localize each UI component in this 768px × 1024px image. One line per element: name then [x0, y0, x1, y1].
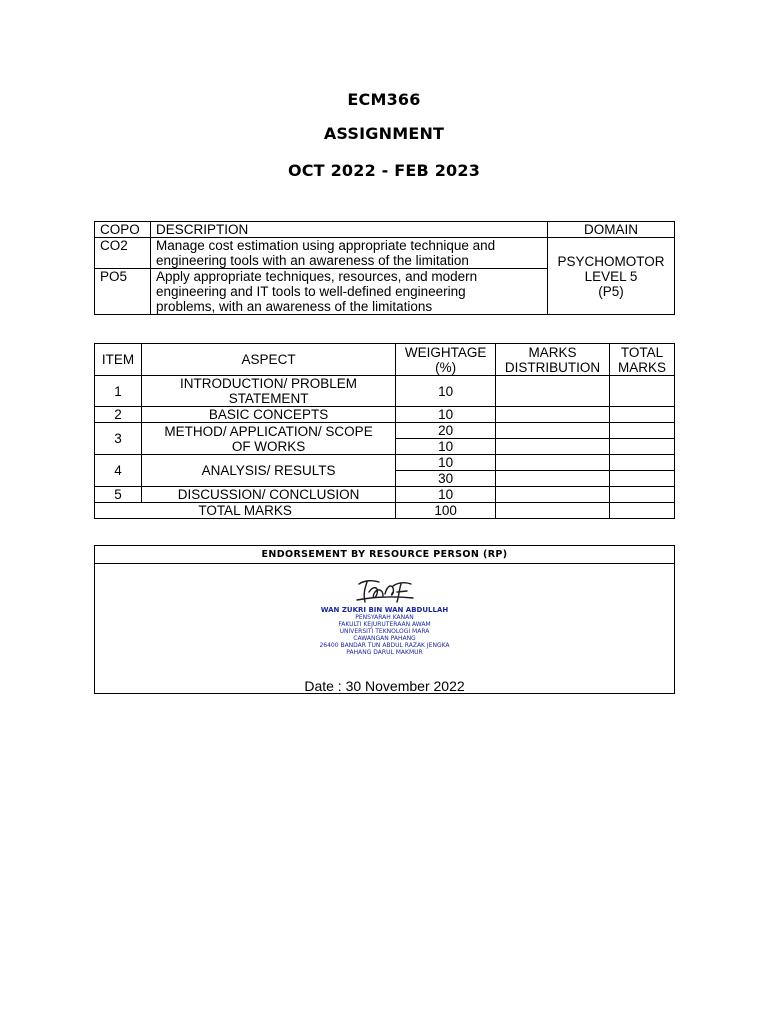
total-header-line: TOTAL: [620, 344, 664, 360]
weightage-header-line: WEIGHTAGE: [404, 344, 487, 360]
weightage-cell: 30: [396, 471, 496, 487]
endorsement-date: Date : 30 November 2022: [304, 678, 465, 694]
description-line: problems, with an awareness of the limitations: [155, 299, 433, 314]
aspect-line: STATEMENT: [228, 391, 309, 406]
copo-description: [150, 238, 547, 269]
session-period: OCT 2022 - FEB 2023: [287, 161, 481, 180]
total-cell: [610, 423, 675, 439]
weightage-cell: 10: [396, 455, 496, 471]
domain-header: DOMAIN: [548, 222, 675, 238]
copo-header: COPO: [95, 222, 151, 238]
distribution-cell: [496, 423, 610, 439]
description-line: Apply appropriate techniques, resources, and modern: [155, 269, 478, 284]
copo-code: PO5: [95, 269, 151, 315]
copo-table: [94, 221, 675, 315]
total-cell: [610, 439, 675, 455]
weightage-cell: 20: [396, 423, 496, 439]
total-cell: [610, 471, 675, 487]
domain-line: LEVEL 5: [584, 268, 638, 284]
weightage-cell: 10: [396, 407, 496, 423]
distribution-header-line: MARKS: [528, 344, 577, 360]
distribution-header-line: DISTRIBUTION: [504, 359, 601, 375]
distribution-cell: [496, 471, 610, 487]
stamp-line: PENSYARAH KANAN: [355, 614, 414, 621]
total-cell: [610, 407, 675, 423]
total-cell: [610, 376, 675, 407]
total-cell: [610, 503, 675, 519]
total-marks-value: 100: [396, 503, 496, 519]
aspect-cell: DISCUSSION/ CONCLUSION: [141, 487, 395, 503]
item-number: 5: [95, 487, 142, 503]
aspect-line: METHOD/ APPLICATION/ SCOPE: [164, 423, 373, 439]
official-stamp: [95, 576, 674, 656]
aspect-cell: [141, 423, 395, 455]
marks-table: [94, 343, 675, 519]
distribution-cell: [496, 487, 610, 503]
distribution-cell: [496, 376, 610, 407]
domain-line: (P5): [598, 283, 624, 299]
stamp-line: PAHANG DARUL MAKMUR: [346, 649, 423, 656]
copo-row: [95, 238, 675, 269]
course-code: ECM366: [347, 90, 421, 109]
distribution-cell: [496, 455, 610, 471]
document-type: ASSIGNMENT: [323, 124, 445, 143]
table-row: [95, 487, 675, 503]
description-header: DESCRIPTION: [150, 222, 547, 238]
weightage-cell: 10: [396, 439, 496, 455]
endorsement-title: ENDORSEMENT BY RESOURCE PERSON (RP): [95, 546, 674, 564]
aspect-line: OF WORKS: [231, 438, 306, 454]
total-header: [610, 344, 675, 376]
table-row: [95, 455, 675, 471]
distribution-cell: [496, 503, 610, 519]
stamp-line: FAKULTI KEJURUTERAAN AWAM: [338, 621, 431, 628]
table-row: [95, 376, 675, 407]
aspect-cell: BASIC CONCEPTS: [141, 407, 395, 423]
aspect-header: ASPECT: [141, 344, 395, 376]
marks-header-row: [95, 344, 675, 376]
weightage-cell: 10: [396, 376, 496, 407]
domain-cell: [548, 238, 675, 315]
aspect-cell: ANALYSIS/ RESULTS: [141, 455, 395, 487]
stamp-name: WAN ZUKRI BIN WAN ABDULLAH: [320, 606, 449, 614]
total-marks-label: TOTAL MARKS: [95, 503, 396, 519]
weightage-cell: 10: [396, 487, 496, 503]
total-cell: [610, 487, 675, 503]
description-line: Manage cost estimation using appropriate technique and: [155, 238, 496, 253]
item-number: 2: [95, 407, 142, 423]
weightage-header: [396, 344, 496, 376]
table-row: [95, 407, 675, 423]
distribution-cell: [496, 407, 610, 423]
total-header-line: MARKS: [618, 359, 667, 375]
aspect-cell: [141, 376, 395, 407]
item-number: 3: [95, 423, 142, 455]
domain-line: PSYCHOMOTOR: [557, 253, 665, 269]
description-line: engineering and IT tools to well-defined engineering: [155, 284, 466, 299]
item-number: 4: [95, 455, 142, 487]
signature-icon: [353, 576, 417, 606]
endorsement-box: [94, 545, 675, 694]
item-number: 1: [95, 376, 142, 407]
distribution-cell: [496, 439, 610, 455]
total-row: [95, 503, 675, 519]
copo-header-row: [95, 222, 675, 238]
weightage-header-line: (%): [435, 359, 457, 375]
stamp-line: UNIVERSITI TEKNOLOGI MARA: [339, 628, 430, 635]
total-cell: [610, 455, 675, 471]
copo-description: [150, 269, 547, 315]
item-header: ITEM: [95, 344, 142, 376]
description-line: engineering tools with an awareness of the limitation: [155, 253, 469, 268]
stamp-line: CAWANGAN PAHANG: [353, 635, 416, 642]
table-row: [95, 423, 675, 439]
stamp-line: 26400 BANDAR TUN ABDUL RAZAK JENGKA: [319, 642, 450, 649]
copo-code: CO2: [95, 238, 151, 269]
distribution-header: [496, 344, 610, 376]
aspect-line: INTRODUCTION/ PROBLEM: [180, 376, 358, 391]
